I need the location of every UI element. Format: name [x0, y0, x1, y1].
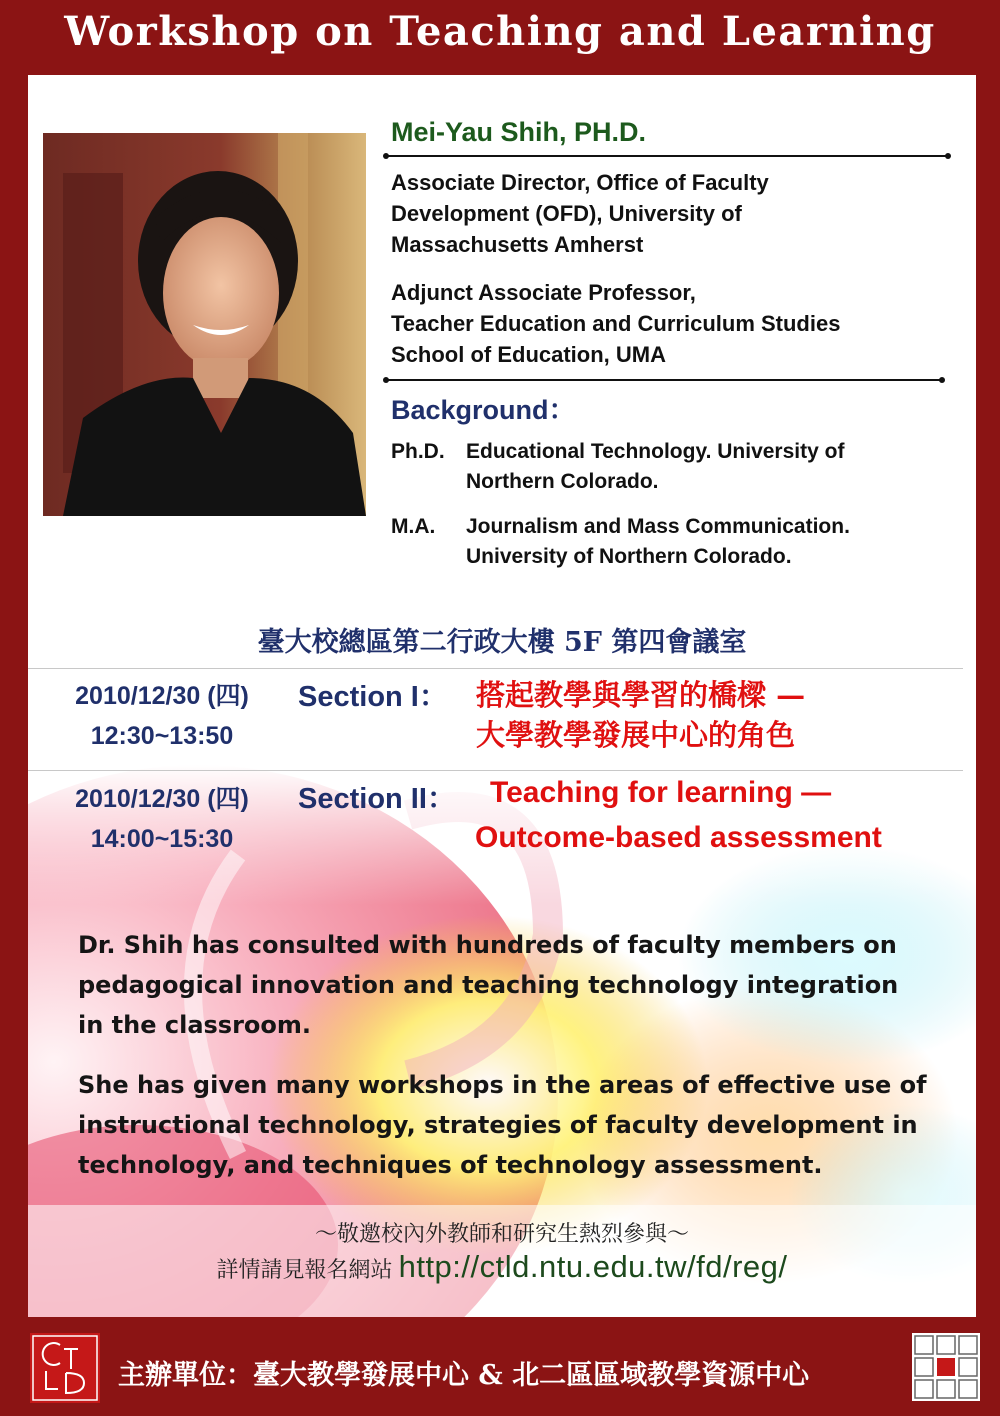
description-2: She has given many workshops in the areas of effective use of instructional technology, strategies of faculty development in technology, and techniques of technology assessment.	[78, 1071, 927, 1179]
content-panel	[28, 75, 976, 1317]
session-2-label: Section II：	[298, 783, 456, 815]
description-1: Dr. Shih has consulted with hundreds of faculty members on pedagogical innovation and teaching technology integration in the classroom.	[78, 931, 899, 1039]
divider	[386, 379, 942, 381]
footer	[0, 1317, 1000, 1416]
poster-title: Workshop on Teaching and Learning	[64, 8, 936, 55]
background-heading: Background：	[391, 395, 576, 425]
session-1-title: 搭起教學與學習的橋樑 — 大學教學發展中心的角色	[476, 678, 806, 752]
speaker-name: Mei-Yau Shih, PH.D.	[391, 117, 647, 147]
session-1-datetime: 2010/12/30 (四) 12:30~13:50	[75, 682, 249, 750]
registration	[28, 1249, 976, 1285]
position-2: Adjunct Associate Professor, Teacher Education and Curriculum Studies School of Education, UMA	[391, 280, 841, 367]
session-2-title-1: Teaching for learning —	[490, 776, 832, 809]
venue: 臺大校總區第二行政大樓 5F 第四會議室	[257, 627, 747, 658]
degree-phd: Ph.D. Educational Technology. University of Northern Colorado.	[391, 440, 845, 493]
resource-center-logo	[912, 1333, 980, 1401]
session-1-label: Section I：	[298, 681, 448, 713]
organizer: 主辦單位：臺大教學發展中心 & 北二區區域教學資源中心	[118, 1360, 810, 1391]
session-2-title-2: Outcome-based assessment	[475, 821, 882, 854]
divider	[28, 770, 963, 771]
ctld-logo	[30, 1333, 100, 1403]
registration-label: 詳情請見報名網站	[216, 1257, 399, 1282]
degree-ma: M.A. Journalism and Mass Communication. University of Northern Colorado.	[391, 515, 850, 568]
invitation: ～敬邀校內外教師和研究生熱烈參與～	[314, 1221, 689, 1246]
registration-link[interactable]: http://ctld.ntu.edu.tw/fd/reg/	[398, 1249, 788, 1284]
session-2-datetime: 2010/12/30 (四) 14:00~15:30	[75, 785, 249, 853]
speaker-photo	[43, 133, 366, 516]
divider	[28, 668, 963, 669]
position-1: Associate Director, Office of Faculty Development (OFD), University of Massachusetts Amherst	[391, 170, 769, 257]
divider	[386, 155, 948, 157]
